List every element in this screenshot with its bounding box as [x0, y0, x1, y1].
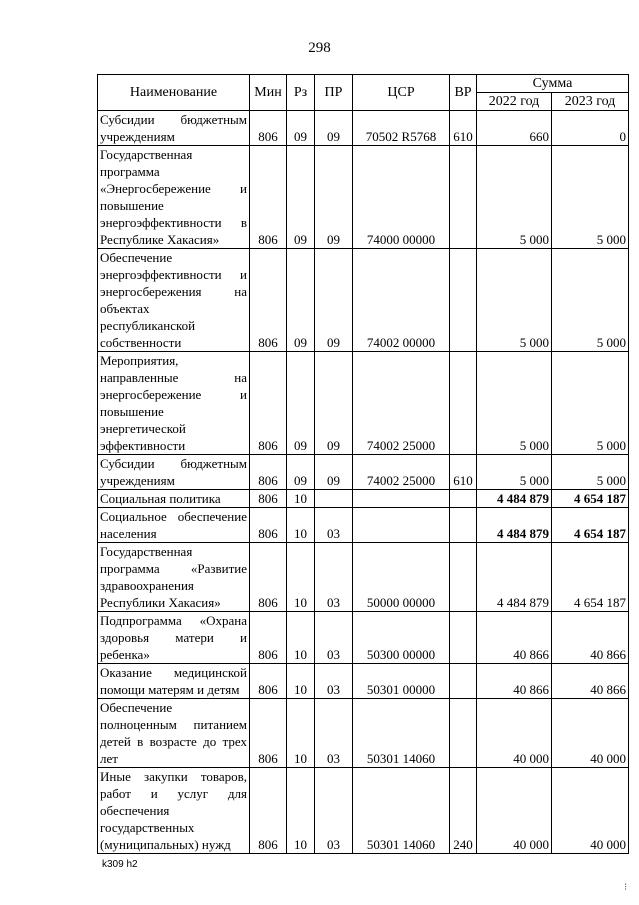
row-sum-2023: 40 000: [552, 699, 629, 768]
row-sum-2022: 4 484 879: [477, 490, 552, 508]
row-sum-2023: 5 000: [552, 146, 629, 249]
table-row: [98, 352, 629, 455]
table-row: [98, 664, 629, 699]
row-min: 806: [250, 455, 287, 490]
row-name: Оказание медицинской помощи матерям и детям: [98, 664, 250, 699]
row-pr: 09: [315, 352, 353, 455]
row-csr: 74002 25000: [353, 455, 450, 490]
row-pr: 03: [315, 612, 353, 664]
row-rz: 10: [287, 768, 315, 854]
row-rz: 09: [287, 146, 315, 249]
row-rz: 10: [287, 699, 315, 768]
row-pr: 09: [315, 455, 353, 490]
row-pr: 03: [315, 543, 353, 612]
row-rz: 10: [287, 664, 315, 699]
row-sum-2023: 40 000: [552, 768, 629, 854]
row-pr: 09: [315, 146, 353, 249]
row-min: 806: [250, 699, 287, 768]
row-vr: [450, 612, 477, 664]
row-csr: [353, 508, 450, 543]
header-year-2023: 2023 год: [552, 93, 629, 111]
row-rz: 09: [287, 249, 315, 352]
row-min: 806: [250, 352, 287, 455]
row-sum-2022: 40 000: [477, 768, 552, 854]
row-name: Государственная программа «Энергосбережение и повышение энергоэффективности в Республике Хакасия»: [98, 146, 250, 249]
row-pr: 03: [315, 664, 353, 699]
row-min: 806: [250, 490, 287, 508]
row-min: 806: [250, 543, 287, 612]
header-year-2022: 2022 год: [477, 93, 552, 111]
table-row: [98, 699, 629, 768]
row-sum-2022: 5 000: [477, 249, 552, 352]
footer-code: k309 h2: [102, 859, 138, 870]
budget-table-body: [98, 111, 629, 854]
row-vr: 610: [450, 111, 477, 146]
row-name: Обеспечение энергоэффективности и энергосбережения на объектах республиканской собственности: [98, 249, 250, 352]
row-min: 806: [250, 111, 287, 146]
row-csr: 74000 00000: [353, 146, 450, 249]
row-min: 806: [250, 249, 287, 352]
row-min: 806: [250, 664, 287, 699]
row-sum-2022: 5 000: [477, 146, 552, 249]
header-sum: Сумма: [477, 75, 629, 93]
row-sum-2022: 5 000: [477, 352, 552, 455]
row-name: Мероприятия, направленные на энергосбережение и повышение энергетической эффективности: [98, 352, 250, 455]
row-sum-2023: 4 654 187: [552, 508, 629, 543]
table-row: [98, 612, 629, 664]
row-csr: 50000 00000: [353, 543, 450, 612]
row-pr: 03: [315, 699, 353, 768]
row-vr: [450, 352, 477, 455]
row-pr: 09: [315, 111, 353, 146]
row-sum-2022: 40 000: [477, 699, 552, 768]
row-pr: [315, 490, 353, 508]
row-sum-2023: 40 866: [552, 664, 629, 699]
header-rz: Рз: [287, 75, 315, 111]
row-pr: 09: [315, 249, 353, 352]
row-vr: 240: [450, 768, 477, 854]
table-row: [98, 455, 629, 490]
row-vr: [450, 508, 477, 543]
row-vr: [450, 146, 477, 249]
row-vr: [450, 249, 477, 352]
row-name: Подпрограмма «Охрана здоровья матери и ребенка»: [98, 612, 250, 664]
row-csr: 50301 14060: [353, 699, 450, 768]
row-rz: 10: [287, 543, 315, 612]
row-sum-2023: 5 000: [552, 455, 629, 490]
row-sum-2022: 4 484 879: [477, 508, 552, 543]
row-min: 806: [250, 768, 287, 854]
row-csr: 50301 14060: [353, 768, 450, 854]
row-name: Обеспечение полноценным питанием детей в возрасте до трех лет: [98, 699, 250, 768]
row-sum-2022: 40 866: [477, 612, 552, 664]
header-name: Наименование: [98, 75, 250, 111]
row-pr: 03: [315, 508, 353, 543]
row-min: 806: [250, 146, 287, 249]
row-vr: [450, 490, 477, 508]
row-csr: 50301 00000: [353, 664, 450, 699]
row-csr: 70502 R5768: [353, 111, 450, 146]
row-rz: 09: [287, 352, 315, 455]
row-vr: [450, 664, 477, 699]
page-number: 298: [308, 40, 331, 56]
row-name: Субсидии бюджетным учреждениям: [98, 111, 250, 146]
table-row: [98, 111, 629, 146]
row-sum-2023: 0: [552, 111, 629, 146]
row-sum-2023: 5 000: [552, 352, 629, 455]
row-sum-2022: 40 866: [477, 664, 552, 699]
row-rz: 10: [287, 612, 315, 664]
row-rz: 10: [287, 490, 315, 508]
row-name: Субсидии бюджетным учреждениям: [98, 455, 250, 490]
header-min: Мин: [250, 75, 287, 111]
row-rz: 09: [287, 111, 315, 146]
row-csr: [353, 490, 450, 508]
row-csr: 50300 00000: [353, 612, 450, 664]
header-csr: ЦСР: [353, 75, 450, 111]
row-csr: 74002 25000: [353, 352, 450, 455]
budget-table: [97, 74, 629, 854]
table-row: [98, 146, 629, 249]
table-row: [98, 768, 629, 854]
row-sum-2022: 660: [477, 111, 552, 146]
table-row: [98, 508, 629, 543]
header-vr: ВР: [450, 75, 477, 111]
row-name: Социальная политика: [98, 490, 250, 508]
row-sum-2022: 4 484 879: [477, 543, 552, 612]
row-csr: 74002 00000: [353, 249, 450, 352]
row-vr: [450, 699, 477, 768]
margin-mark: ⁝: [624, 882, 628, 893]
table-row: [98, 249, 629, 352]
row-vr: 610: [450, 455, 477, 490]
header-pr: ПР: [315, 75, 353, 111]
row-name: Социальное обеспечение населения: [98, 508, 250, 543]
row-sum-2022: 5 000: [477, 455, 552, 490]
row-pr: 03: [315, 768, 353, 854]
table-row: [98, 543, 629, 612]
row-rz: 09: [287, 455, 315, 490]
row-sum-2023: 4 654 187: [552, 543, 629, 612]
row-name: Иные закупки товаров, работ и услуг для обеспечения государственных (муниципальных) нужд: [98, 768, 250, 854]
row-min: 806: [250, 508, 287, 543]
row-vr: [450, 543, 477, 612]
row-rz: 10: [287, 508, 315, 543]
table-row: [98, 490, 629, 508]
row-sum-2023: 40 866: [552, 612, 629, 664]
row-sum-2023: 5 000: [552, 249, 629, 352]
row-name: Государственная программа «Развитие здравоохранения Республики Хакасия»: [98, 543, 250, 612]
row-sum-2023: 4 654 187: [552, 490, 629, 508]
row-min: 806: [250, 612, 287, 664]
